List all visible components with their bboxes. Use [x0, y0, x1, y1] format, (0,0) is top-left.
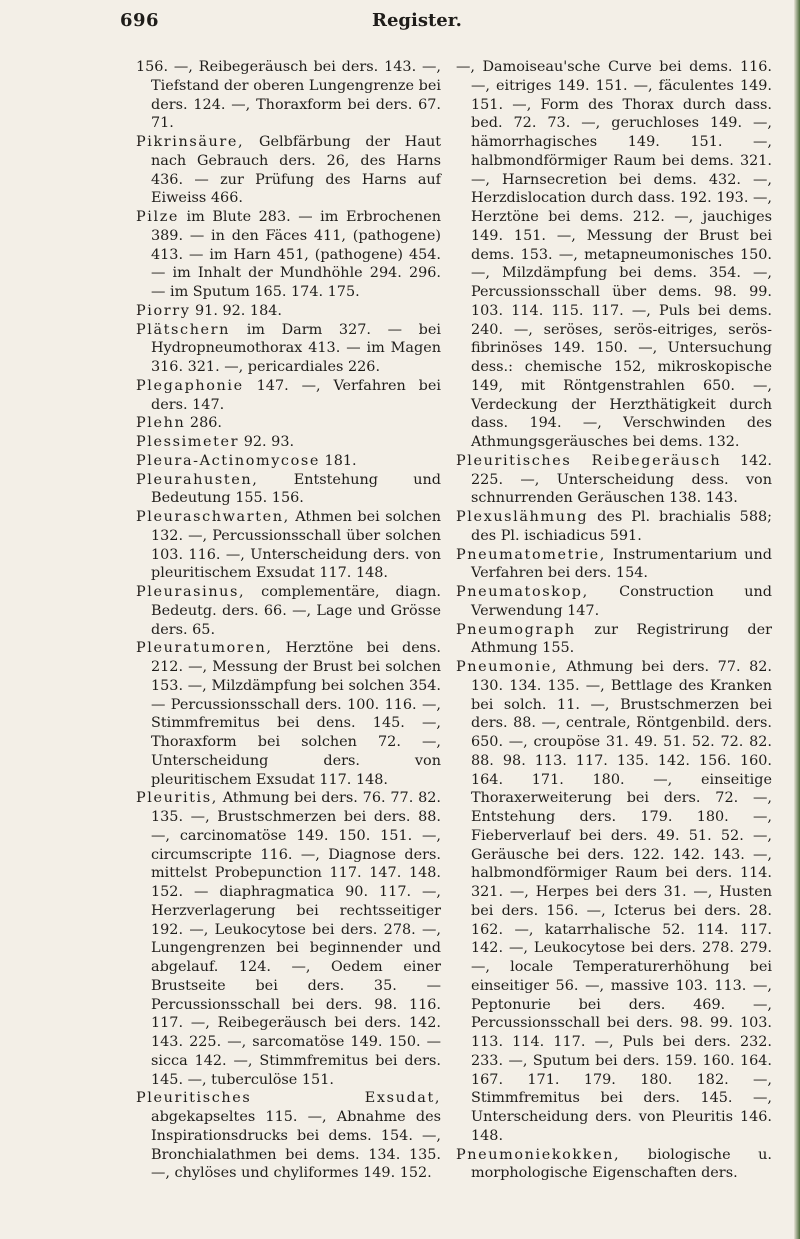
index-references: 286.	[185, 415, 222, 432]
index-references: 92. 93.	[239, 434, 295, 450]
index-term: Plätschern	[136, 321, 231, 338]
index-term: Plessimeter	[136, 434, 240, 450]
index-entry	[456, 58, 772, 452]
index-term: Pneumatoskop,	[456, 584, 589, 600]
index-entry	[456, 621, 772, 659]
index-entry	[136, 639, 441, 789]
index-entry	[136, 433, 441, 452]
index-references: Athmen bei solchen 132. —, Percussionsschall über solchen 103. 116. —, Unterscheidung ders. von pleuritischem Exsudat 117. 148.	[151, 509, 441, 582]
index-references: Entstehung und Bedeutung 155. 156.	[151, 471, 441, 507]
index-term: Pneumatometrie,	[456, 546, 606, 563]
index-references: 147. —, Verfahren bei ders. 147.	[151, 377, 441, 413]
index-entry	[136, 414, 441, 433]
index-references: Instrumentarium und Verfahren bei ders. 154.	[471, 546, 772, 582]
index-term: Pikrinsäure,	[136, 134, 245, 150]
index-entry	[456, 658, 772, 1146]
index-entry	[456, 583, 772, 621]
index-column-left	[136, 58, 441, 1183]
index-entry	[136, 302, 441, 321]
index-references: 156. —, Reibegeräusch bei ders. 143. —, Tiefstand der oberen Lungengrenze bei ders. 124. —, Thoraxform bei ders. 67. 71.	[136, 59, 441, 132]
index-entry	[136, 58, 441, 133]
index-entry	[136, 583, 441, 639]
running-head: Register.	[372, 10, 462, 31]
index-references: —, Damoiseau'sche Curve bei dems. 116. —, eitriges 149. 151. —, fäculentes 149. 151. —, Form des Thorax durch dass. bed. 72. 73. —, geruchloses 149. —, hämorrhagisches 149. 151. —, halbmondförmiger Raum bei dems. 321. —, Harnsecretion bei dems. 432. —, Herzdislocation durch dass. 192. 193. —, Herztöne bei dems. 212. —, jauchiges 149. 151. —, Messung der Brust bei dems. 153. —, metapneumonisches 150. —, Milzdämpfung bei dems. 354. —, Percussionsschall über dems. 98. 99. 103. 114. 115. 117. —, Puls bei dems. 240. —, seröses, serös-eitriges, serös-fibrinöses 149. 150. —, Untersuchung dess.: chemische 152, mikroskopische 149, mit Röntgenstrahlen 650. —, Verdeckung der Herzthätigkeit durch dass. 194. —, Verschwinden des Athmungsgeräusches bei dems. 132.	[456, 59, 772, 450]
index-references: im Blute 283. — im Erbrochenen 389. — in den Fäces 411, (pathogene) 413. — im Harn 451, (pathogene) 454. — im Inhalt der Mundhöhle 294. 296. — im Sputum 165. 174. 175.	[151, 209, 441, 300]
index-entry	[136, 377, 441, 415]
index-term: Pneumonie,	[456, 659, 559, 675]
index-term: Pleuraschwarten,	[136, 509, 290, 525]
index-term: Pleuritisches Reibegeräusch	[456, 452, 722, 469]
index-references: zur Registrirung der Athmung 155.	[471, 621, 772, 657]
index-entry	[456, 452, 772, 508]
index-references: 142. 225. —, Unterscheidung dess. von schnurrenden Geräuschen 138. 143.	[471, 452, 772, 507]
index-entry	[136, 452, 441, 471]
index-entry	[136, 321, 441, 377]
index-references: Construction und Verwendung 147.	[471, 584, 772, 619]
index-references: Athmung bei ders. 76. 77. 82. 135. —, Brustschmerzen bei ders. 88. —, carcinomatöse 149. 150. 151. —, circumscripte 116. —, Diagnose ders. mittelst Probepunction 117. 147. 148. 152. — diaphragmatica 90. 117. —, Herzverlagerung bei rechtsseitiger 192. —, Leukocytose bei ders. 278. —, Lungengrenzen bei beginnender und abgelauf. 124. —, Oedem einer Brustseite bei ders. 35. — Percussionsschall bei ders. 98. 116. 117. —, Reibegeräusch bei ders. 142. 143. 225. —, sarcomatöse 149. 150. — sicca 142. —, Stimmfremitus bei ders. 145. —, tuberculöse 151.	[151, 790, 441, 1088]
index-term: Pneumoniekokken,	[456, 1146, 621, 1163]
page-edge	[794, 0, 800, 1239]
index-term: Pleuratumoren,	[136, 640, 273, 657]
index-entry	[136, 208, 441, 302]
index-entry	[136, 789, 441, 1089]
index-entry	[136, 1089, 441, 1183]
index-references: Gelbfärbung der Haut nach Gebrauch ders. 26, des Harns 436. — zur Prüfung des Harns auf Eiweiss 466.	[151, 134, 441, 207]
index-entry	[456, 1146, 772, 1184]
index-term: Pleura-Actinomycose	[136, 452, 320, 469]
index-term: Piorry	[136, 302, 191, 319]
index-term: Pleuritisches Exsudat,	[136, 1090, 441, 1107]
index-references: complementäre, diagn. Bedeutg. ders. 66. —, Lage und Grösse ders. 65.	[151, 584, 441, 638]
index-references: im Darm 327. — bei Hydropneumothorax 413. — im Magen 316. 321. —, pericardiales 226.	[151, 321, 441, 375]
index-references: Athmung bei ders. 77. 82. 130. 134. 135. —, Bettlage des Kranken bei solch. 11. —, Brustschmerzen bei ders. 88. —, centrale, Röntgenbild. ders. 650. —, croupöse 31. 49. 51. 52. 72. 82. 88. 98. 113. 117. 135. 142. 156. 160. 164. 171. 180. —, einseitige Thoraxerweiterung bei ders. 72. —, Entstehung ders. 179. 180. —, Fieberverlauf bei ders. 49. 51. 52. —, Geräusche bei ders. 122. 142. 143. —, halbmondförmiger Raum bei ders. 114. 321. —, Herpes bei ders 31. —, Husten bei ders. 156. —, Icterus bei ders. 28. 162. —, katarrhalische 52. 114. 117. 142. —, Leukocytose bei ders. 278. 279. —, locale Temperaturerhöhung bei einseitiger 56. —, massive 103. 113. —, Peptonurie bei ders. 469. —, Percussionsschall bei ders. 98. 99. 103. 113. 114. 117. —, Puls bei ders. 232. 233. —, Sputum bei ders. 159. 160. 164. 167. 171. 179. 180. 182. —, Stimmfremitus bei ders. 145. —, Unterscheidung ders. von Pleuritis 146. 148.	[471, 659, 772, 1144]
index-term: Plegaphonie	[136, 377, 244, 394]
index-entry	[136, 133, 441, 208]
index-term: Plehn	[136, 415, 186, 432]
index-term: Pleurasinus,	[136, 584, 246, 600]
index-references: des Pl. brachialis 588; des Pl. ischiadicus 591.	[471, 509, 772, 544]
index-term: Plexuslähmung	[456, 509, 589, 525]
index-entry	[136, 471, 441, 509]
index-references: biologische u. morphologische Eigenschaften ders.	[471, 1146, 772, 1182]
index-entry	[136, 508, 441, 583]
index-references: Herztöne bei dens. 212. —, Messung der Brust bei solchen 153. —, Milzdämpfung bei solchen 354. — Percussionsschall ders. 100. 116. —, Stimmfremitus bei dens. 145. —, Thoraxform bei solchen 72. —, Unterscheidung ders. von pleuritischem Exsudat 117. 148.	[151, 640, 441, 788]
index-references: 181.	[319, 452, 357, 469]
index-references: abgekapseltes 115. —, Abnahme des Inspirationsdrucks bei dems. 154. —, Bronchialathmen bei dems. 134. 135. —, chylöses und chyliformes 149. 152.	[151, 1109, 441, 1182]
index-term: Pleuritis,	[136, 790, 218, 807]
index-column-right	[456, 58, 772, 1183]
page-number: 696	[120, 10, 160, 31]
index-entry	[456, 546, 772, 584]
index-term: Pilze	[136, 209, 179, 225]
index-term: Pleurahusten,	[136, 471, 259, 488]
index-term: Pneumograph	[456, 621, 576, 638]
index-references: 91. 92. 184.	[190, 302, 282, 319]
index-entry	[456, 508, 772, 546]
